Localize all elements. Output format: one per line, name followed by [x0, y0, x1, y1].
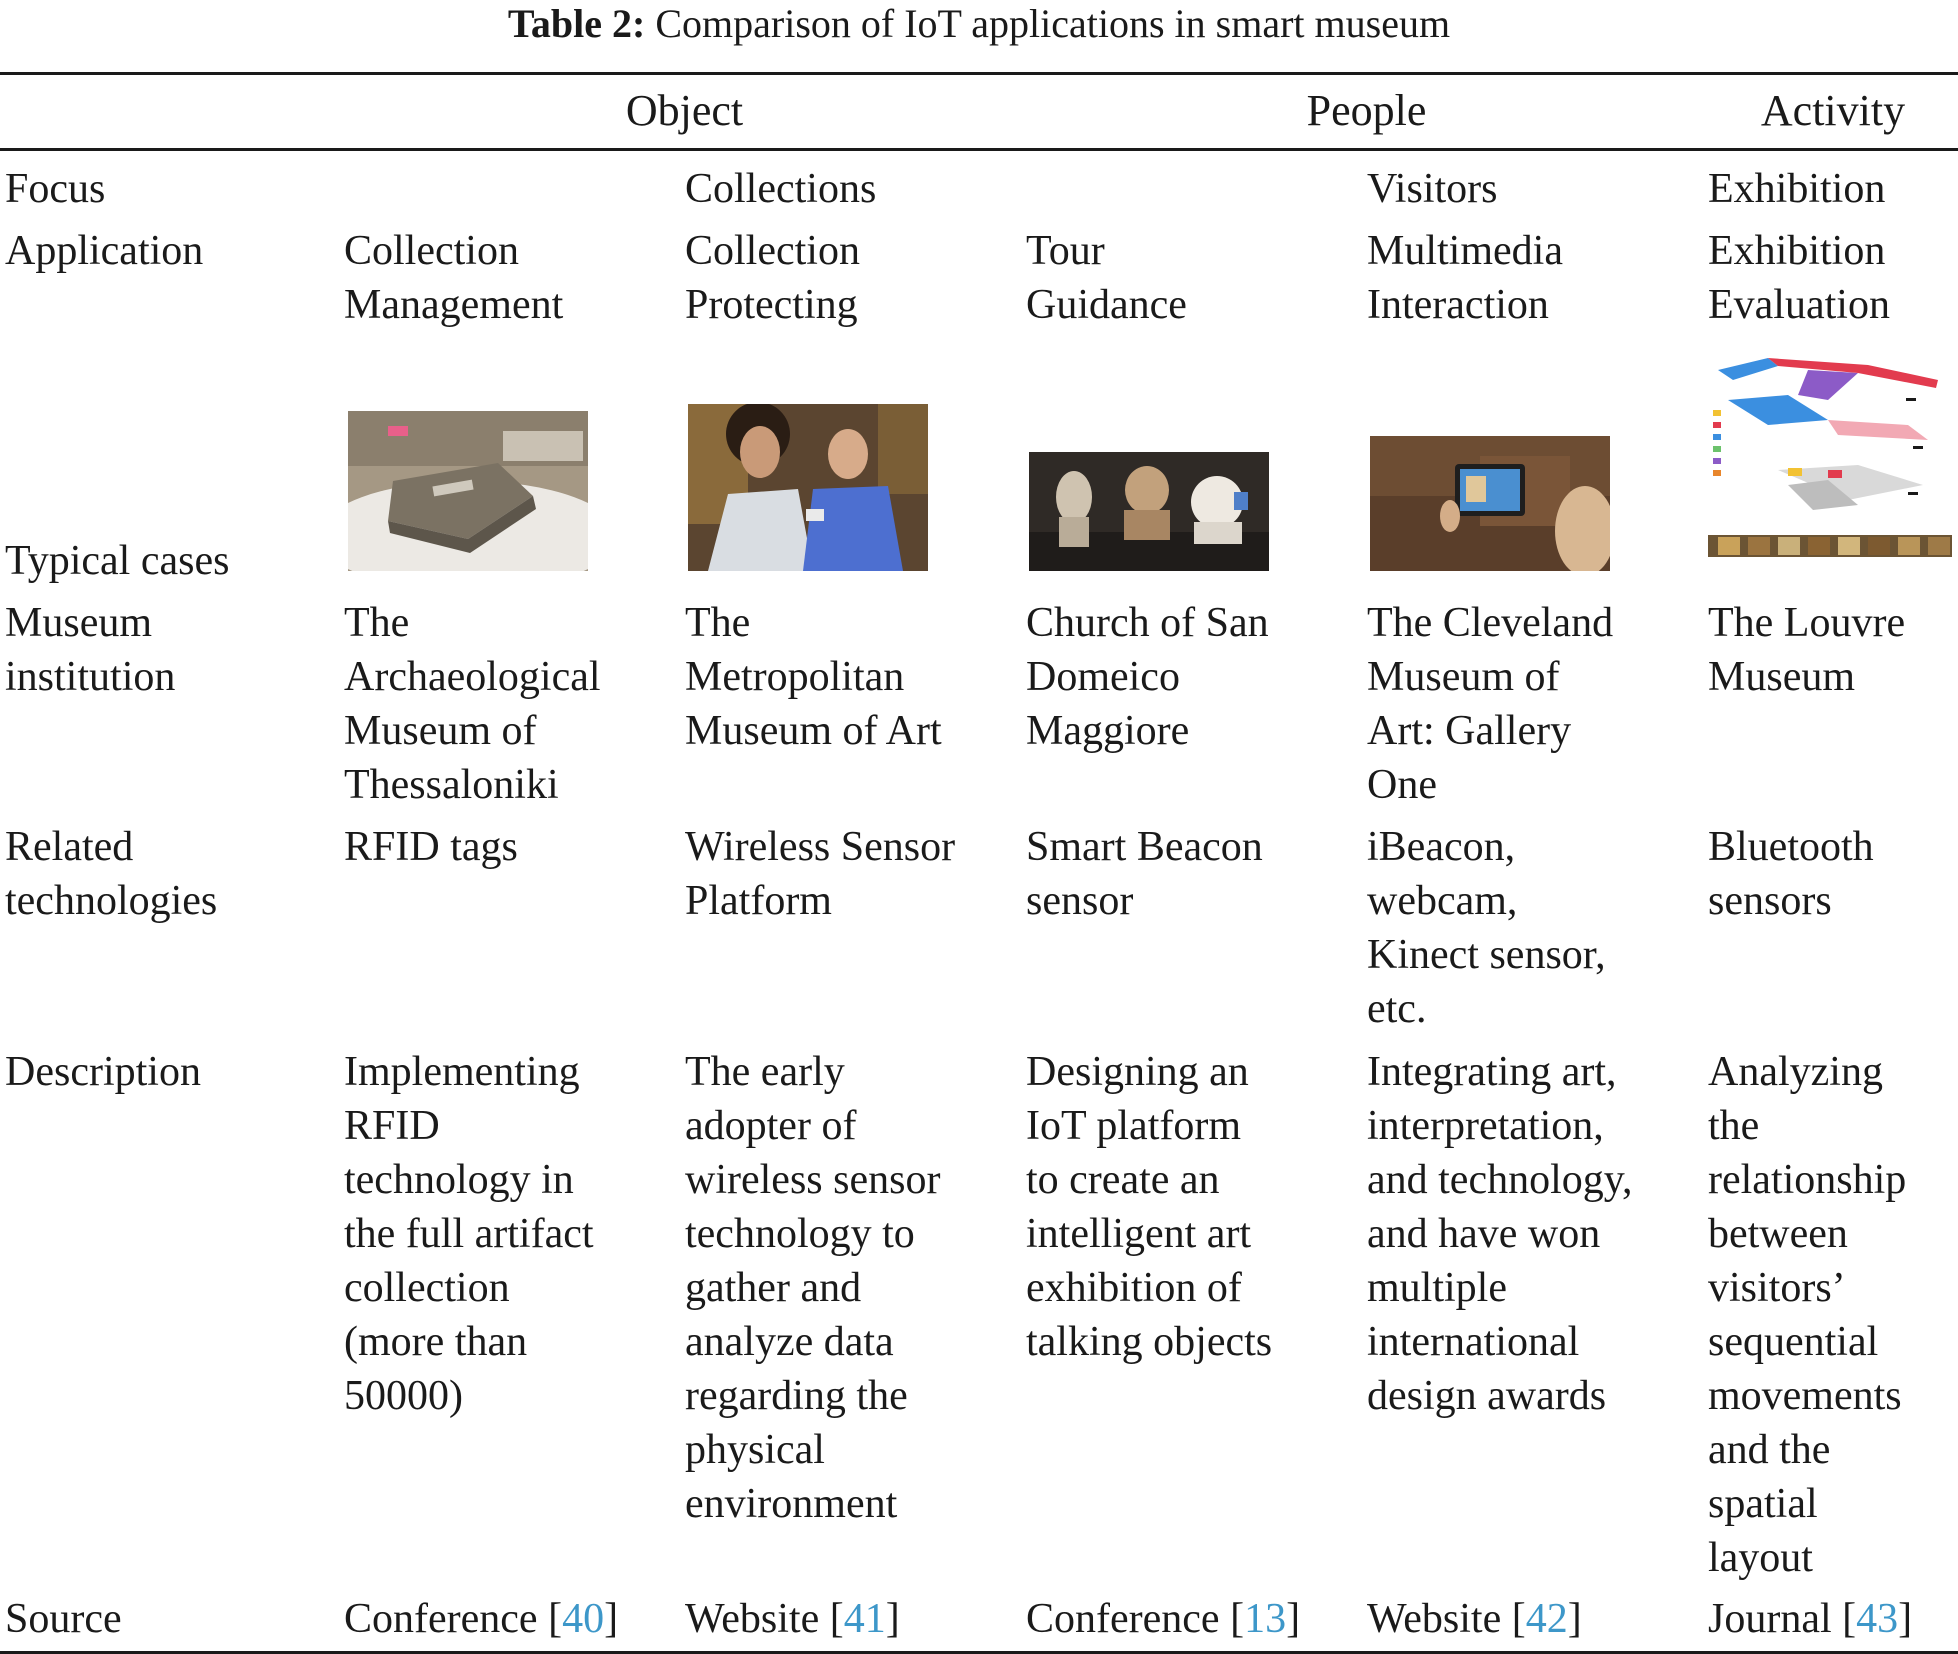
institution-cell: Church of San Domeico Maggiore: [1026, 600, 1269, 754]
citation-link[interactable]: 40: [562, 1596, 605, 1642]
citation-link[interactable]: 13: [1244, 1596, 1287, 1642]
application-cell: Multimedia Interaction: [1367, 228, 1563, 328]
source-type: Website: [685, 1596, 820, 1642]
case-image-stone-artifact: [348, 411, 588, 571]
institution-cell: The Metropolitan Museum of Art: [685, 600, 942, 754]
case-image-sculptures: [1029, 452, 1269, 571]
description-cell: Analyzing the relationship between visitors’ sequential movements and the spatial layout: [1708, 1049, 1907, 1581]
technologies-cell: Wireless Sensor Platform: [685, 824, 956, 924]
source-cell: Website [41]: [685, 1596, 900, 1642]
row-label-source: Source: [5, 1596, 122, 1642]
citation-link[interactable]: 43: [1856, 1596, 1899, 1642]
source-cell: Conference [13]: [1026, 1596, 1301, 1642]
focus-visitors: Visitors: [1367, 166, 1498, 212]
citation-link[interactable]: 41: [843, 1596, 886, 1642]
technologies-cell: Smart Beacon sensor: [1026, 824, 1263, 924]
focus-collections: Collections: [685, 166, 877, 212]
institution-cell: The Cleveland Museum of Art: Gallery One: [1367, 600, 1614, 808]
group-object: Object: [625, 86, 744, 135]
technologies-cell: Bluetooth sensors: [1708, 824, 1874, 924]
case-image-sensor-demo: [688, 404, 928, 571]
row-label-typical-cases: Typical cases: [5, 538, 230, 584]
description-cell: Integrating art, interpretation, and technology, and have won multiple international design awards: [1367, 1049, 1633, 1419]
table-caption: [0, 0, 1958, 48]
technologies-cell: RFID tags: [344, 824, 518, 870]
table-title: Comparison of IoT applications in smart museum: [655, 1, 1451, 46]
institution-cell: The Louvre Museum: [1708, 600, 1906, 700]
description-cell: Designing an IoT platform to create an intelligent art exhibition of talking objects: [1026, 1049, 1273, 1365]
focus-exhibition: Exhibition: [1708, 166, 1886, 212]
top-rule: [0, 72, 1958, 75]
source-type: Conference: [1026, 1596, 1220, 1642]
table-label: Table 2:: [507, 1, 646, 46]
group-activity: Activity: [1760, 86, 1906, 135]
case-image-tablet: [1370, 436, 1610, 571]
source-type: Journal: [1708, 1596, 1832, 1642]
source-type: Website: [1367, 1596, 1502, 1642]
source-cell: Journal [43]: [1708, 1596, 1913, 1642]
application-cell: Exhibition Evaluation: [1708, 228, 1890, 328]
institution-cell: The Archaeological Museum of Thessaloniki: [344, 600, 601, 808]
row-label-application: Application: [5, 228, 204, 274]
case-image-floor-map: [1708, 340, 1952, 571]
application-cell: Collection Protecting: [685, 228, 860, 328]
source-type: Conference: [344, 1596, 538, 1642]
group-people: People: [1306, 86, 1427, 135]
group-rule: [0, 148, 1958, 151]
application-cell: Tour Guidance: [1026, 228, 1187, 328]
application-cell: Collection Management: [344, 228, 564, 328]
source-cell: Conference [40]: [344, 1596, 619, 1642]
row-label-focus: Focus: [5, 166, 106, 212]
citation-link[interactable]: 42: [1525, 1596, 1568, 1642]
technologies-cell: iBeacon, webcam, Kinect sensor, etc.: [1367, 824, 1606, 1032]
description-cell: Implementing RFID technology in the full artifact collection (more than 50000): [344, 1049, 594, 1419]
source-cell: Website [42]: [1367, 1596, 1582, 1642]
row-label-technologies: Related technologies: [5, 824, 218, 924]
row-label-institution: Museum institution: [5, 600, 176, 700]
description-cell: The early adopter of wireless sensor technology to gather and analyze data regarding the physical environment: [685, 1049, 941, 1527]
row-label-description: Description: [5, 1049, 201, 1095]
